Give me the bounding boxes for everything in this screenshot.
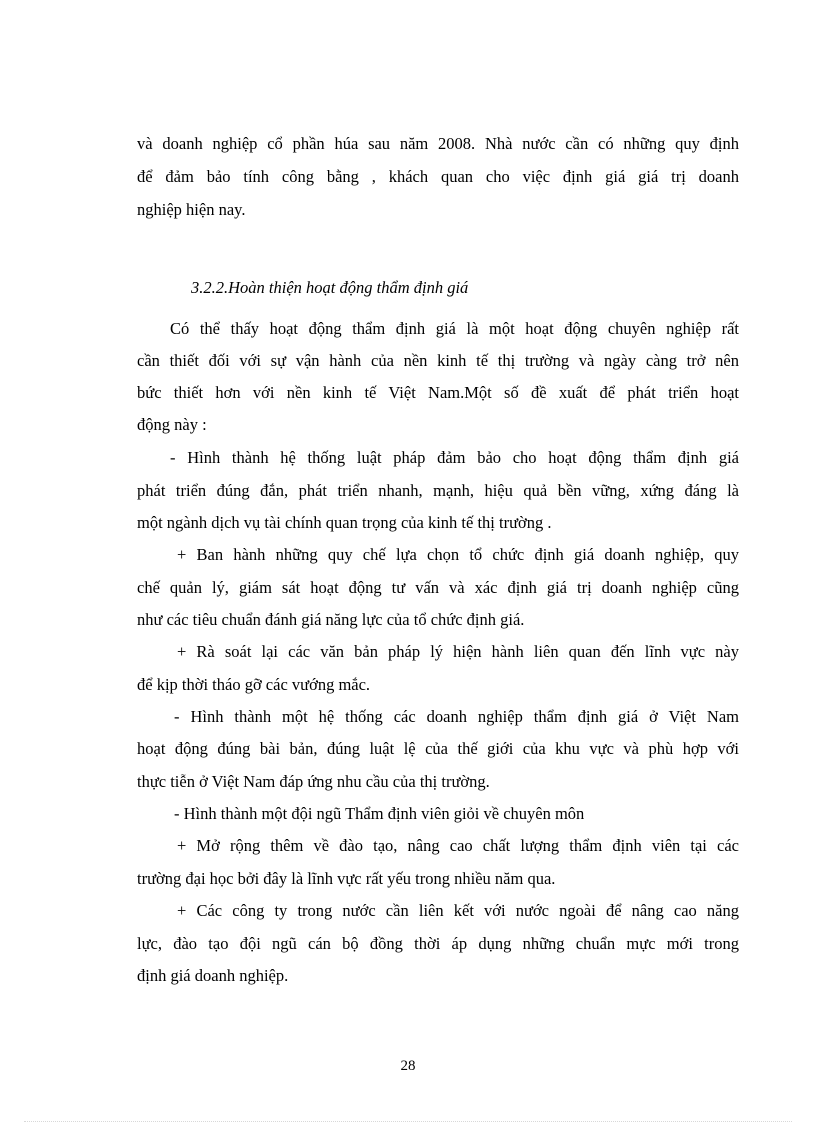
body-line-4: động này :: [137, 415, 207, 434]
body-line-2: cần thiết đối với sự vận hành của nền kinh tế thị trường và ngày càng trở nên: [137, 351, 739, 370]
page-bottom-divider: [24, 1121, 792, 1122]
body-line-1: Có thể thấy hoạt động thẩm định giá là một hoạt động chuyên nghiệp rất: [170, 319, 739, 338]
intro-line-2: để đảm bảo tính công bằng , khách quan cho việc định giá giá trị doanh: [137, 167, 739, 186]
body-line-8: + Ban hành những quy chế lựa chọn tổ chức định giá doanh nghiệp, quy: [177, 545, 739, 564]
body-line-13: - Hình thành một hệ thống các doanh nghiệp thẩm định giá ở Việt Nam: [174, 707, 739, 726]
body-line-19: + Các công ty trong nước cần liên kết với nước ngoài để nâng cao năng: [177, 901, 739, 920]
body-line-14: hoạt động đúng bài bản, đúng luật lệ của thế giới của khu vực và phù hợp với: [137, 739, 739, 758]
body-line-3: bức thiết hơn với nền kinh tế Việt Nam.Một số đề xuất để phát triển hoạt: [137, 383, 739, 402]
body-line-12: để kịp thời tháo gỡ các vướng mắc.: [137, 675, 371, 694]
body-line-17: + Mở rộng thêm về đào tạo, nâng cao chất lượng thẩm định viên tại các: [177, 836, 739, 855]
body-line-20: lực, đào tạo đội ngũ cán bộ đồng thời áp dụng những chuẩn mực mới trong: [137, 934, 739, 953]
intro-line-1: và doanh nghiệp cổ phần húa sau năm 2008. Nhà nước cần có những quy định: [137, 134, 739, 153]
body-line-9: chế quản lý, giám sát hoạt động tư vấn và xác định giá trị doanh nghiệp cũng: [137, 578, 739, 597]
body-line-10: như các tiêu chuẩn đánh giá năng lực của tổ chức định giá.: [137, 610, 525, 629]
body-line-7: một ngành dịch vụ tài chính quan trọng của kinh tế thị trường .: [137, 513, 552, 532]
body-line-21: định giá doanh nghiệp.: [137, 966, 289, 985]
body-line-18: trường đại học bởi đây là lĩnh vực rất yếu trong nhiều năm qua.: [137, 869, 556, 888]
page-number: 28: [400, 1058, 416, 1074]
body-line-15: thực tiễn ở Việt Nam đáp ứng nhu cầu của thị trường.: [137, 772, 490, 791]
intro-line-3: nghiệp hiện nay.: [137, 200, 246, 219]
section-heading: 3.2.2.Hoàn thiện hoạt động thẩm định giá: [191, 278, 469, 297]
body-line-5: - Hình thành hệ thống luật pháp đảm bảo cho hoạt động thẩm định giá: [170, 448, 739, 467]
body-line-16: - Hình thành một đội ngũ Thẩm định viên giỏi về chuyên môn: [174, 804, 585, 823]
body-line-6: phát triển đúng đắn, phát triển nhanh, mạnh, hiệu quả bền vững, xứng đáng là: [137, 481, 739, 500]
body-line-11: + Rà soát lại các văn bản pháp lý hiện hành liên quan đến lĩnh vực này: [177, 642, 739, 661]
